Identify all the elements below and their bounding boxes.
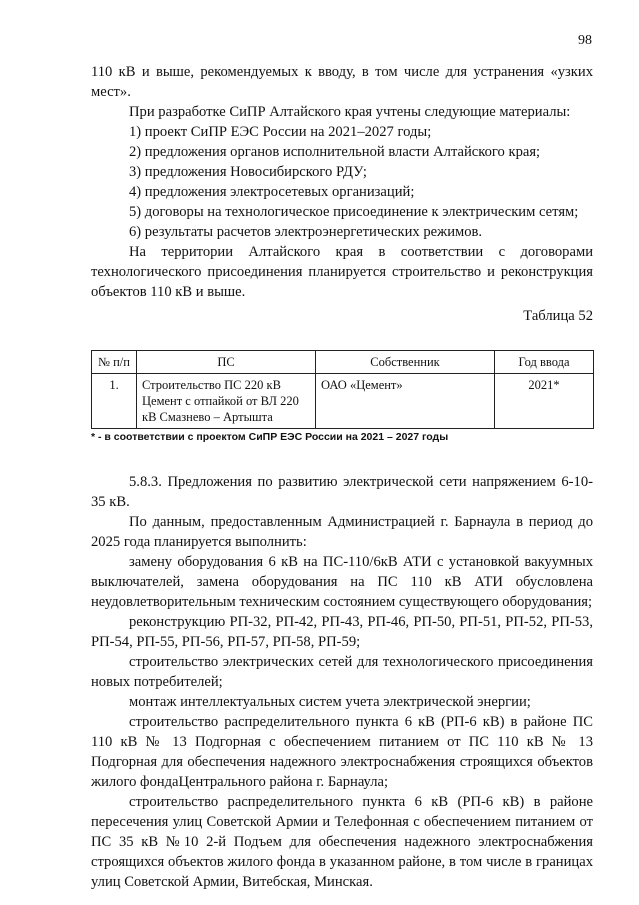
- paragraph: На территории Алтайского края в соответствии с договорами технологического присоединения планируется строительство и реконструкция объектов 110 кВ и выше.: [91, 244, 593, 300]
- page-number: 98: [578, 33, 592, 48]
- header-number: № п/п: [92, 351, 137, 374]
- list-item: 2) предложения органов исполнительной власти Алтайского края;: [129, 144, 541, 160]
- header-owner: Собственник: [316, 351, 495, 374]
- list-item: реконструкцию РП-32, РП-42, РП-43, РП-46, РП-50, РП-51, РП-52, РП-53, РП-54, РП-55, РП-56, РП-57, РП-58, РП-59;: [91, 614, 593, 650]
- table-footnote: * - в соответствии с проектом СиПР ЕЭС России на 2021 – 2027 годы: [91, 431, 449, 443]
- list-item: строительство распределительного пункта 6 кВ (РП-6 кВ) в районе ПС 110 кВ № 13 Подгорная с обеспечением питанием от ПС 110 кВ № 13 Подгорная для обеспечения надежного электроснабжения строящихся объектов жилого фондаЦентрального района г. Барнаула;: [91, 714, 593, 790]
- document-body: [91, 62, 593, 892]
- list-item: 3) предложения Новосибирского РДУ;: [129, 164, 367, 180]
- paragraph: При разработке СиПР Алтайского края учтены следующие материалы:: [129, 104, 571, 120]
- paragraph: По данным, предоставленным Администрацией г. Барнаула в период до 2025 года планируется выполнить:: [91, 514, 593, 550]
- cell-number: 1.: [92, 374, 137, 429]
- section-heading: 5.8.3. Предложения по развитию электрической сети напряжением 6-10-35 кВ.: [91, 474, 593, 510]
- cell-owner: ОАО «Цемент»: [316, 374, 495, 429]
- header-year: Год ввода: [495, 351, 594, 374]
- table-header-row: [92, 351, 594, 374]
- list-item: монтаж интеллектуальных систем учета электрической энергии;: [129, 694, 531, 710]
- list-item: 4) предложения электросетевых организаций;: [129, 184, 415, 200]
- cell-substation: Строительство ПС 220 кВ Цемент с отпайкой от ВЛ 220 кВ Смазнево – Артышта: [137, 374, 316, 429]
- projects-table: [91, 350, 594, 429]
- spacer: [91, 444, 593, 472]
- paragraph: 110 кВ и выше, рекомендуемых к вводу, в том числе для устранения «узких мест».: [91, 64, 593, 100]
- table-row: [92, 374, 594, 429]
- list-item: 6) результаты расчетов электроэнергетических режимов.: [129, 224, 483, 240]
- cell-year: 2021*: [495, 374, 594, 429]
- list-item: 5) договоры на технологическое присоединение к электрическим сетям;: [129, 204, 579, 220]
- list-item: строительство распределительного пункта 6 кВ (РП-6 кВ) в районе пересечения улиц Советской Армии и Телефонная с обеспечением питанием от ПС 35 кВ №10 2-й Подъем для обеспечения надежного электроснабжения строящихся объектов жилого фонда в указанном районе, в том числе в границах улиц Советской Армии, Витебская, Минская.: [91, 794, 593, 890]
- table-caption: Таблица 52: [523, 308, 593, 324]
- header-substation: ПС: [137, 351, 316, 374]
- list-item: 1) проект СиПР ЕЭС России на 2021–2027 годы;: [129, 124, 432, 140]
- list-item: строительство электрических сетей для технологического присоединения новых потребителей;: [91, 654, 593, 690]
- list-item: замену оборудования 6 кВ на ПС-110/6кВ АТИ с установкой вакуумных выключателей, замена оборудования на ПС 110 кВ АТИ обусловлена неудовлетворительным техническим состоянием существующего оборудования;: [91, 554, 593, 610]
